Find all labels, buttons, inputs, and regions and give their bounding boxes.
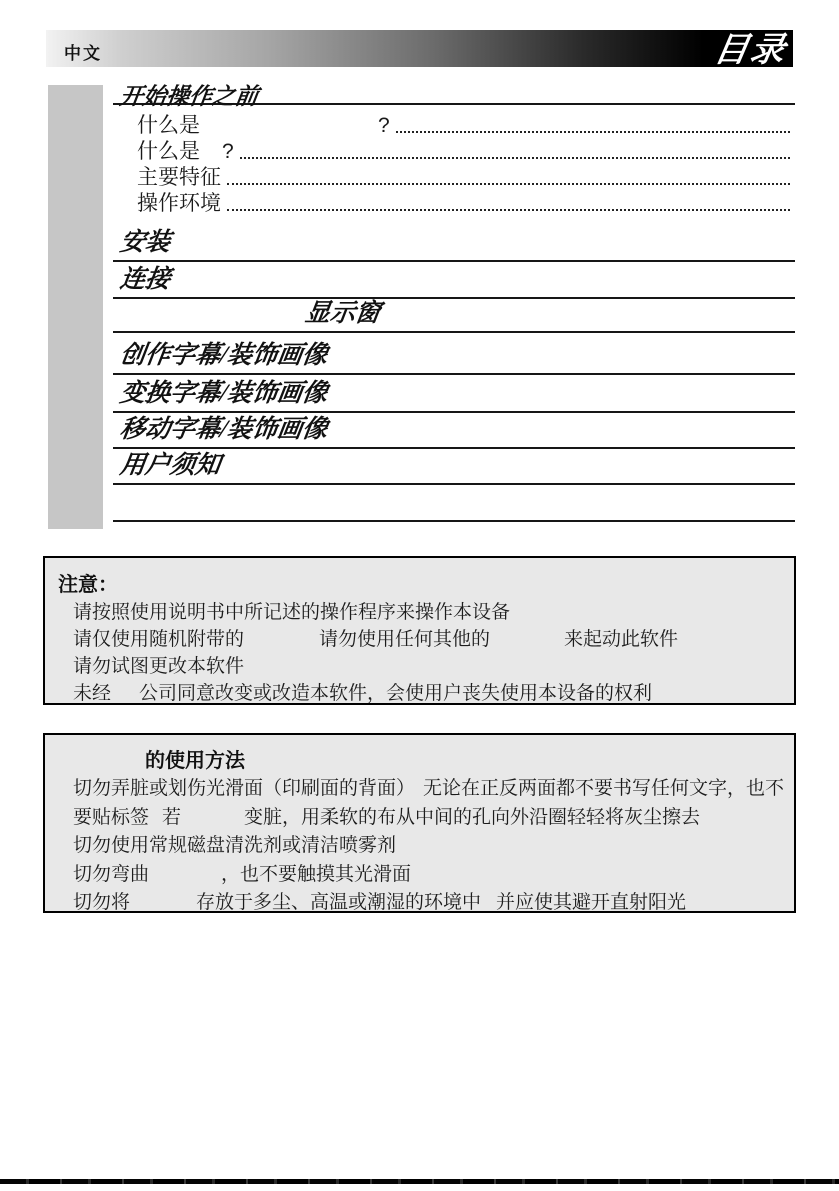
text-segment: 什么是 bbox=[137, 114, 200, 137]
toc-section-title: 用户须知 bbox=[118, 452, 223, 479]
text-segment: 切勿将 bbox=[73, 892, 131, 913]
text-segment: 请仅使用随机附带的 bbox=[73, 629, 245, 650]
toc-main-heading: 开始操作之前 bbox=[118, 84, 260, 109]
text-segment: 并应使其避开直射阳光 bbox=[496, 892, 687, 913]
page-title: 目录 bbox=[711, 32, 790, 69]
blank-space bbox=[111, 706, 139, 707]
dot-leader bbox=[396, 113, 790, 133]
box-text-line bbox=[73, 680, 784, 707]
text-segment: 公司同意改变或改造本软件，会使用户丧失使用本设备的权利 bbox=[139, 683, 653, 704]
left-margin-sidebar bbox=[48, 85, 103, 529]
box-text-line bbox=[73, 861, 784, 890]
toc-section-row bbox=[113, 300, 795, 333]
blank-space bbox=[130, 917, 196, 918]
usage-box-lines bbox=[73, 775, 784, 918]
text-segment: 无论在正反两面都不要书写任何文字，也不 bbox=[422, 778, 784, 799]
blank-space bbox=[244, 652, 319, 653]
text-segment: 切勿弯曲 bbox=[73, 863, 150, 885]
notice-box bbox=[43, 556, 796, 705]
box-text-line bbox=[73, 599, 784, 626]
dot-leader bbox=[227, 191, 790, 211]
toc-section-row bbox=[113, 452, 795, 485]
box-text-line bbox=[73, 653, 784, 680]
text-segment: 要贴标签 bbox=[73, 806, 150, 828]
text-segment: 变脏，用柔软的布从中间的孔向外沿圈轻轻将灰尘擦去 bbox=[244, 806, 701, 828]
text-segment: 什么是 bbox=[137, 140, 200, 163]
box-text-line bbox=[73, 832, 784, 861]
dot-leader bbox=[240, 139, 790, 159]
toc-section-title: 创作字幕/装饰画像 bbox=[118, 342, 330, 369]
text-segment: 操作环境 bbox=[137, 192, 221, 215]
toc-item bbox=[137, 139, 792, 165]
blank-space bbox=[490, 652, 564, 653]
blank-space bbox=[200, 139, 222, 140]
text-segment: 请按照使用说明书中所记述的操作程序来操作本设备 bbox=[73, 602, 511, 623]
text-segment: 来起动此软件 bbox=[564, 629, 679, 650]
box-text-line bbox=[73, 804, 784, 833]
text-segment: 若 bbox=[162, 806, 182, 828]
box-text-line bbox=[73, 889, 784, 918]
box-text-line bbox=[73, 626, 784, 653]
text-segment: 未经 bbox=[73, 683, 112, 704]
usage-box bbox=[43, 733, 796, 913]
toc-section-row bbox=[113, 268, 795, 299]
toc-section-title: 安装 bbox=[118, 229, 173, 256]
text-segment: ，也不要触摸其光滑面 bbox=[221, 863, 412, 885]
toc-item-list bbox=[137, 113, 792, 217]
toc-section-title: 连接 bbox=[118, 266, 173, 293]
text-segment: 切勿弄脏或划伤光滑面（印刷面的背面） bbox=[73, 778, 416, 799]
toc-section-title: 移动字幕/装饰画像 bbox=[118, 416, 330, 443]
language-label: 中文 bbox=[64, 44, 102, 63]
notice-box-title: 注意： bbox=[58, 574, 118, 596]
header-gradient-bar bbox=[46, 30, 793, 67]
toc-section-row bbox=[113, 230, 795, 262]
page-bottom-scan-artifact bbox=[0, 1179, 839, 1184]
toc-item bbox=[137, 191, 792, 217]
text-segment: 主要特征 bbox=[137, 166, 221, 189]
usage-box-title: 的使用方法 bbox=[145, 750, 245, 772]
blank-space bbox=[200, 113, 378, 114]
text-segment: ? bbox=[378, 114, 390, 137]
text-segment: 请勿使用任何其他的 bbox=[319, 629, 491, 650]
blank-space bbox=[481, 917, 496, 918]
text-segment: ? bbox=[222, 140, 234, 163]
dot-leader bbox=[227, 165, 790, 185]
toc-item bbox=[137, 165, 792, 191]
text-segment: 存放于多尘、高温或潮湿的环境中 bbox=[196, 892, 482, 913]
toc-section-title: 显示窗 bbox=[303, 300, 383, 327]
text-segment: 切勿使用常规磁盘清洗剂或清洁喷雾剂 bbox=[73, 835, 397, 856]
toc-main-heading-row bbox=[113, 78, 795, 109]
text-segment: 请勿试图更改本软件 bbox=[73, 656, 245, 677]
toc-item bbox=[137, 113, 792, 139]
toc-section-title: 变换字幕/装饰画像 bbox=[118, 380, 330, 407]
toc-section-row bbox=[113, 492, 795, 522]
toc-section-row bbox=[113, 342, 795, 375]
box-text-line bbox=[73, 775, 784, 804]
notice-box-lines bbox=[73, 599, 784, 707]
